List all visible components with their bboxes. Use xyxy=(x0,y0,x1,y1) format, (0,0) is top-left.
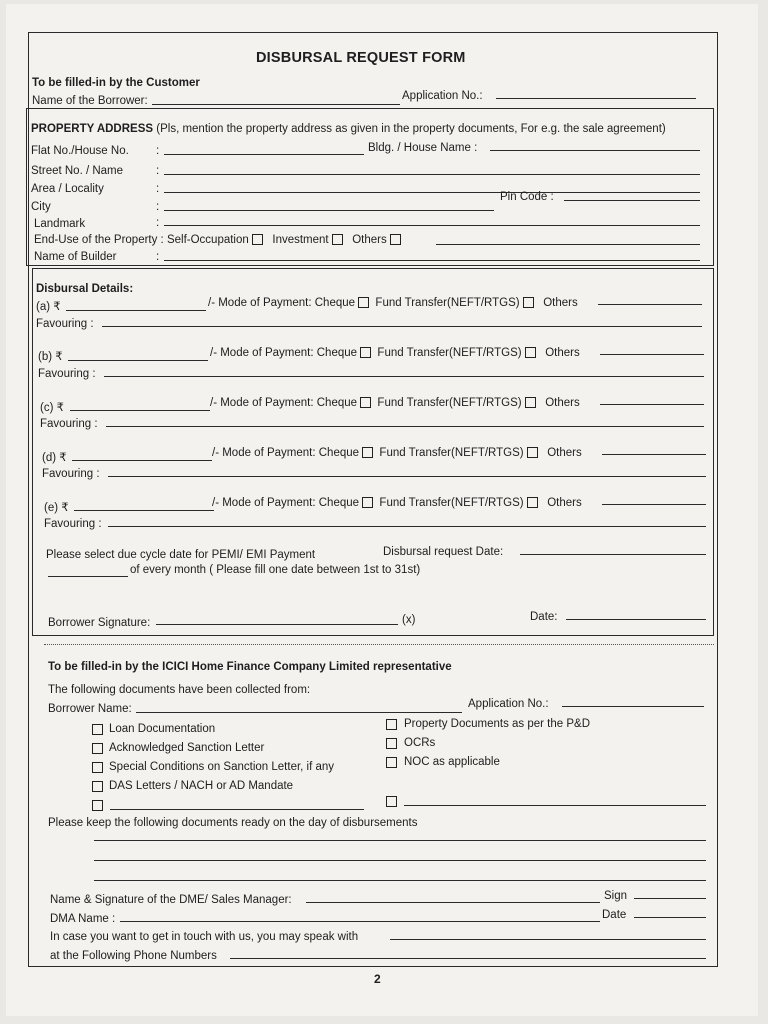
others-c-field[interactable] xyxy=(600,404,704,405)
signature-x-mark: (x) xyxy=(402,614,416,626)
other-doc-left-checkbox[interactable] xyxy=(92,800,103,811)
amount-d-field[interactable] xyxy=(72,460,212,461)
disbursal-request-date-label: Disbursal request Date: xyxy=(383,546,504,558)
every-month-label: of every month ( Please fill one date between 1st to 31st) xyxy=(130,564,421,576)
separator xyxy=(44,644,714,645)
borrower-name-field[interactable] xyxy=(152,104,400,105)
contact-field[interactable] xyxy=(390,939,706,940)
landmark-label: Landmark xyxy=(34,218,86,230)
amount-a-field[interactable] xyxy=(66,310,206,311)
others-d-field[interactable] xyxy=(602,454,706,455)
keep-ready-line-3[interactable] xyxy=(94,880,706,881)
disbursal-row-d-label: (d) ₹ xyxy=(42,452,67,464)
favouring-d-field[interactable] xyxy=(108,476,706,477)
das-letters-checkbox[interactable] xyxy=(92,781,103,792)
cheque-d-checkbox[interactable] xyxy=(362,447,373,458)
neft-c-checkbox[interactable] xyxy=(525,397,536,408)
amount-c-field[interactable] xyxy=(70,410,210,411)
doc-property-documents: Property Documents as per the P&D xyxy=(404,718,590,730)
neft-b-checkbox[interactable] xyxy=(525,347,536,358)
disbursal-heading: Disbursal Details: xyxy=(36,283,134,295)
favouring-e-field[interactable] xyxy=(108,526,706,527)
borrower-name-label: Name of the Borrower: xyxy=(32,95,148,107)
collected-from-label: The following documents have been collected from: xyxy=(48,684,311,696)
doc-ocrs: OCRs xyxy=(404,737,436,749)
cheque-e-checkbox[interactable] xyxy=(362,497,373,508)
rep-borrower-name-field[interactable] xyxy=(136,712,462,713)
doc-das-letters: DAS Letters / NACH or AD Mandate xyxy=(109,780,294,792)
favouring-c-label: Favouring : xyxy=(40,418,98,430)
end-use-row: End-Use of the Property : Self-Occupation Investment Others xyxy=(34,233,401,247)
area-field[interactable] xyxy=(164,192,700,193)
dme-label: Name & Signature of the DME/ Sales Manager: xyxy=(50,894,292,906)
payment-mode-a: /- Mode of Payment: Cheque Fund Transfer(NEFT/RTGS) Others xyxy=(208,297,578,309)
sign-label: Sign xyxy=(604,890,628,902)
rep-date-label: Date xyxy=(602,909,627,921)
borrower-signature-label: Borrower Signature: xyxy=(48,617,151,629)
favouring-e-label: Favouring : xyxy=(44,518,102,530)
investment-checkbox[interactable] xyxy=(332,234,343,245)
favouring-a-label: Favouring : xyxy=(36,318,94,330)
doc-sanction-letter: Acknowledged Sanction Letter xyxy=(109,742,265,754)
neft-a-checkbox[interactable] xyxy=(523,297,534,308)
phone-field[interactable] xyxy=(230,958,706,959)
neft-d-checkbox[interactable] xyxy=(527,447,538,458)
cheque-b-checkbox[interactable] xyxy=(360,347,371,358)
application-no-label: Application No.: xyxy=(402,90,483,102)
favouring-a-field[interactable] xyxy=(102,326,702,327)
cheque-c-checkbox[interactable] xyxy=(360,397,371,408)
special-conditions-checkbox[interactable] xyxy=(92,762,103,773)
neft-e-checkbox[interactable] xyxy=(527,497,538,508)
property-address-heading: PROPERTY ADDRESS (Pls, mention the property address as given in the property documents, For e.g. the sale agreement) xyxy=(31,123,666,135)
city-field[interactable] xyxy=(164,210,494,211)
self-occupation-checkbox[interactable] xyxy=(252,234,263,245)
pin-code-field[interactable] xyxy=(564,200,700,201)
disbursal-row-a-label: (a) ₹ xyxy=(36,301,61,313)
builder-label: Name of Builder xyxy=(34,251,117,263)
payment-mode-e: /- Mode of Payment: Cheque Fund Transfer(NEFT/RTGS) Others xyxy=(212,497,582,509)
area-label: Area / Locality xyxy=(31,183,104,195)
pin-code-label: Pin Code : xyxy=(500,191,554,203)
favouring-d-label: Favouring : xyxy=(42,468,100,480)
other-doc-right-checkbox[interactable] xyxy=(386,796,397,807)
landmark-field[interactable] xyxy=(164,225,700,226)
ocrs-checkbox[interactable] xyxy=(386,738,397,749)
amount-b-field[interactable] xyxy=(68,360,208,361)
rep-application-no-field[interactable] xyxy=(562,706,704,707)
phone-label: at the Following Phone Numbers xyxy=(50,950,217,962)
page-number: 2 xyxy=(374,972,381,986)
doc-loan-documentation: Loan Documentation xyxy=(109,723,216,735)
disbursal-row-c-label: (c) ₹ xyxy=(40,402,64,414)
others-b-field[interactable] xyxy=(600,354,704,355)
pemi-label: Please select due cycle date for PEMI/ EMI Payment xyxy=(46,549,316,561)
end-use-others-field[interactable] xyxy=(436,244,700,245)
signature-date-label: Date: xyxy=(530,611,558,623)
customer-section-heading: To be filled-in by the Customer xyxy=(32,77,200,89)
street-field[interactable] xyxy=(164,174,700,175)
contact-label: In case you want to get in touch with us, you may speak with xyxy=(50,931,359,943)
other-doc-left-field[interactable] xyxy=(110,809,364,810)
bldg-name-label: Bldg. / House Name : xyxy=(368,142,478,154)
payment-mode-d: /- Mode of Payment: Cheque Fund Transfer(NEFT/RTGS) Others xyxy=(212,447,582,459)
bldg-name-field[interactable] xyxy=(490,150,700,151)
favouring-b-label: Favouring : xyxy=(38,368,96,380)
rep-date-field[interactable] xyxy=(634,917,706,918)
noc-checkbox[interactable] xyxy=(386,757,397,768)
payment-mode-c: /- Mode of Payment: Cheque Fund Transfer(NEFT/RTGS) Others xyxy=(210,397,580,409)
other-doc-right-field[interactable] xyxy=(404,805,706,806)
property-documents-checkbox[interactable] xyxy=(386,719,397,730)
keep-ready-line-1[interactable] xyxy=(94,840,706,841)
city-label: City xyxy=(31,201,51,213)
disbursal-request-date-field[interactable] xyxy=(520,554,706,555)
rep-borrower-name-label: Borrower Name: xyxy=(48,703,132,715)
loan-documentation-checkbox[interactable] xyxy=(92,724,103,735)
due-date-field[interactable] xyxy=(48,576,128,577)
street-label: Street No. / Name xyxy=(31,165,124,177)
flat-no-label: Flat No./House No. xyxy=(31,145,129,157)
sign-field[interactable] xyxy=(634,898,706,899)
builder-field[interactable] xyxy=(164,260,700,261)
amount-e-field[interactable] xyxy=(74,510,214,511)
sanction-letter-checkbox[interactable] xyxy=(92,743,103,754)
keep-ready-label: Please keep the following documents ready on the day of disbursements xyxy=(48,817,418,829)
rep-application-no-label: Application No.: xyxy=(468,698,549,710)
others-checkbox[interactable] xyxy=(390,234,401,245)
payment-mode-b: /- Mode of Payment: Cheque Fund Transfer(NEFT/RTGS) Others xyxy=(210,347,580,359)
dma-field[interactable] xyxy=(120,921,600,922)
form-page: DISBURSAL REQUEST FORM To be filled-in by the Customer Name of the Borrower: Application No.: PROPERTY ADDRESS (Pls, mention the property address as given in the property documents, For e.g. the sale agreement) Flat No./House No. : Bldg. / House Name : Street No. / Name : Area / Locality : City : Pin Code : Landmark : End-Use of the Property : Self-Occupation Investment Others Name of Builder : Disbursal Details: (a) ₹ /- Mode of Payment: Cheque Fund Transfer(NEFT/RTGS) Others Favouring : (b) ₹ /- Mode of Payment: Cheque Fund Transfer(NEFT/RTGS) Others Favouring : (c) ₹ /- Mode of Payment: Cheque Fund Transfer(NEFT/RTGS) Others Favouring : (d) ₹ /- Mode of Payment: Cheque Fund Transfer(NEFT/RTGS) Others Favouring : (e) ₹ /- Mode of Payment: Cheque Fund Transfer(NEFT/RTGS) Others Favouring : Please select due cycle date for PEMI/ EMI Payment Disbursal request Date: of every month ( Please fill one date between 1st to 31st) Borrower Signature: (x) Date: To be filled-in by the ICICI Home Finance Company Limited representative The following documents have been collected from: Borrower Name: Application No.: Loan Documentation Acknowledged Sanction Letter Special Conditions on Sanction Letter, if any DAS Letters / NACH or AD Mandate Property Documents as per the P&D OCRs NOC as applicable Please keep the following documents ready on the day of disbursements Name & Signature of the DME/ Sales Manager: Sign DMA Name : Date In case you want to get in touch with us, you may speak with at the Following Phone Numbers 2 xyxy=(6,4,758,1016)
doc-noc: NOC as applicable xyxy=(404,756,500,768)
cheque-a-checkbox[interactable] xyxy=(358,297,369,308)
representative-heading: To be filled-in by the ICICI Home Finance Company Limited representative xyxy=(48,661,452,673)
keep-ready-line-2[interactable] xyxy=(94,860,706,861)
dme-field[interactable] xyxy=(306,902,600,903)
borrower-signature-field[interactable] xyxy=(156,624,398,625)
others-a-field[interactable] xyxy=(598,304,702,305)
disbursal-row-b-label: (b) ₹ xyxy=(38,351,63,363)
favouring-b-field[interactable] xyxy=(104,376,704,377)
doc-special-conditions: Special Conditions on Sanction Letter, if any xyxy=(109,761,335,773)
disbursal-row-e-label: (e) ₹ xyxy=(44,502,69,514)
signature-date-field[interactable] xyxy=(566,619,706,620)
form-title: DISBURSAL REQUEST FORM xyxy=(256,50,466,66)
others-e-field[interactable] xyxy=(602,504,706,505)
favouring-c-field[interactable] xyxy=(106,426,704,427)
flat-no-field[interactable] xyxy=(164,154,364,155)
application-no-field[interactable] xyxy=(496,98,696,99)
dma-label: DMA Name : xyxy=(50,913,116,925)
